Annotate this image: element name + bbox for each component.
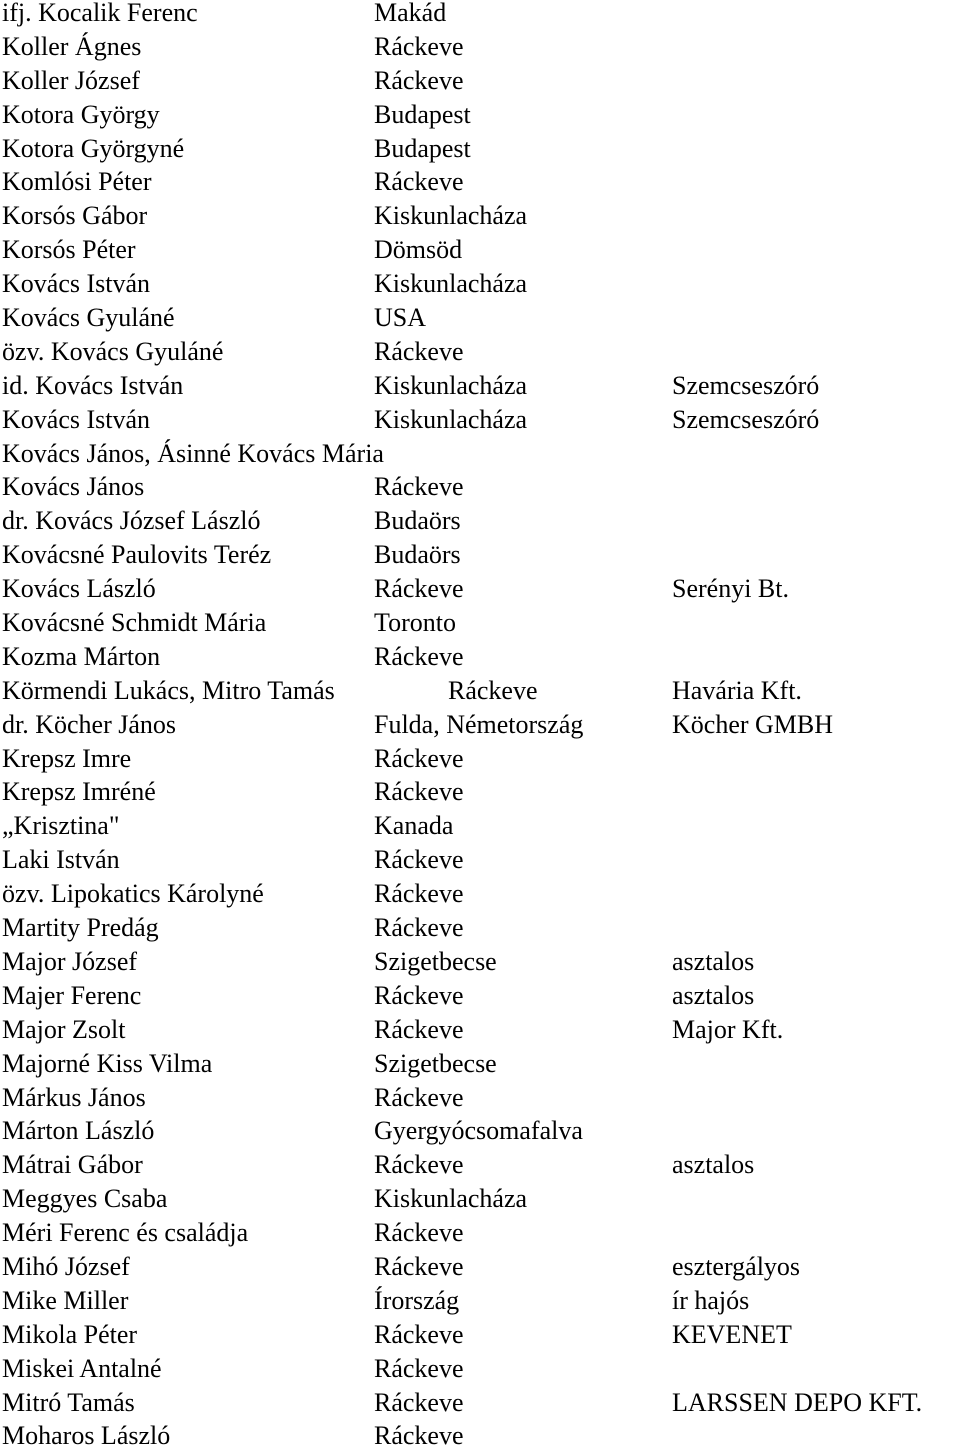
person-place: Kiskunlacháza [374, 269, 528, 299]
person-place: Ráckeve [374, 879, 464, 909]
person-name: Mike Miller [2, 1285, 129, 1315]
list-item [2, 335, 960, 369]
person-place: Ráckeve [374, 31, 464, 61]
person-place: Ráckeve [374, 1251, 464, 1281]
list-item [2, 538, 960, 572]
person-place: Ráckeve [374, 1082, 464, 1112]
person-place: Ráckeve [374, 472, 464, 502]
person-name: Kotora Györgyné [2, 133, 185, 163]
person-place: Budaörs [374, 506, 461, 536]
person-name: dr. Köcher János [2, 709, 177, 739]
list-item [2, 403, 960, 437]
list-item [2, 1148, 960, 1182]
person-note: Szemcseszóró [672, 404, 820, 434]
person-place: Ráckeve [374, 1218, 464, 1248]
person-name: ifj. Kocalik Ferenc [2, 0, 198, 27]
list-item [2, 233, 960, 267]
person-place: Kiskunlacháza [374, 370, 528, 400]
person-name: Kozma Márton [2, 641, 161, 671]
person-name: Mitró Tamás [2, 1387, 135, 1417]
list-item [2, 199, 960, 233]
list-item [2, 708, 960, 742]
list-item [2, 1386, 960, 1420]
person-place: Budapest [374, 99, 471, 129]
person-note: KEVENET [672, 1319, 792, 1349]
list-item [2, 165, 960, 199]
person-place: Ráckeve [374, 980, 464, 1010]
person-place: Ráckeve [374, 167, 464, 197]
person-name: dr. Kovács József László [2, 506, 261, 536]
person-place: Fulda, Németország [374, 709, 584, 739]
person-name: Laki István [2, 845, 120, 875]
person-name: Kotora György [2, 99, 160, 129]
list-item [2, 979, 960, 1013]
list-item [2, 470, 960, 504]
person-place: Szigetbecse [374, 946, 497, 976]
person-name: Körmendi Lukács, Mitro Tamás [2, 675, 335, 705]
person-place: Írország [374, 1285, 460, 1315]
list-item [2, 1114, 960, 1148]
list-item [2, 674, 960, 708]
person-note: asztalos [672, 980, 755, 1010]
person-place: Szigetbecse [374, 1048, 497, 1078]
person-place: Ráckeve [374, 641, 464, 671]
person-name: Martity Predág [2, 913, 159, 943]
person-name: Mihó József [2, 1251, 130, 1281]
list-item [2, 742, 960, 776]
person-name: Kovács László [2, 574, 156, 604]
person-place: Gyergyócsomafalva [374, 1116, 583, 1146]
person-place: Ráckeve [374, 1319, 464, 1349]
list-item [2, 504, 960, 538]
list-item [2, 945, 960, 979]
person-name: Moharos László [2, 1421, 171, 1451]
person-name: Kovács István [2, 269, 151, 299]
list-item [2, 132, 960, 166]
person-name: Komlósi Péter [2, 167, 152, 197]
list-item [2, 1047, 960, 1081]
person-name: Márton László [2, 1116, 155, 1146]
person-name: Krepsz Imre [2, 743, 132, 773]
person-place: Ráckeve [374, 1353, 464, 1383]
person-place: Ráckeve [374, 1014, 464, 1044]
person-note: Serényi Bt. [672, 574, 789, 604]
person-place: Kiskunlacháza [374, 201, 528, 231]
person-place: Ráckeve [374, 743, 464, 773]
list-item [2, 98, 960, 132]
person-place: Ráckeve [374, 777, 464, 807]
list-item [2, 437, 960, 471]
list-item [2, 843, 960, 877]
list-item [2, 1081, 960, 1115]
person-place: Ráckeve [374, 845, 464, 875]
list-item [2, 64, 960, 98]
person-place: Toronto [374, 608, 456, 638]
person-note: esztergályos [672, 1251, 801, 1281]
person-note: Major Kft. [672, 1014, 784, 1044]
person-name: Kovács János, Ásinné Kovács Mária [2, 438, 384, 468]
person-name: Kovácsné Paulovits Teréz [2, 540, 272, 570]
person-name: Mikola Péter [2, 1319, 138, 1349]
list-item [2, 775, 960, 809]
list-item [2, 877, 960, 911]
person-place: Budapest [374, 133, 471, 163]
person-note: ír hajós [672, 1285, 750, 1315]
person-note: asztalos [672, 946, 755, 976]
person-name: Kovácsné Schmidt Mária [2, 608, 267, 638]
person-name: Kovács János [2, 472, 145, 502]
person-place: Makád [374, 0, 447, 27]
list-item [2, 267, 960, 301]
list-item [2, 1182, 960, 1216]
person-note: Szemcseszóró [672, 370, 820, 400]
list-item [2, 30, 960, 64]
person-name: Mátrai Gábor [2, 1150, 143, 1180]
list-item [2, 911, 960, 945]
donor-list [2, 0, 960, 1453]
person-note: Havária Kft. [672, 675, 802, 705]
list-item [2, 1250, 960, 1284]
person-name: Koller Ágnes [2, 31, 142, 61]
person-place: Ráckeve [374, 1150, 464, 1180]
person-name: Major Zsolt [2, 1014, 126, 1044]
list-item [2, 1352, 960, 1386]
person-place: Ráckeve [374, 65, 464, 95]
person-place: Kiskunlacháza [374, 404, 528, 434]
person-place: USA [374, 303, 427, 333]
person-name: Korsós Péter [2, 235, 136, 265]
person-name: Méri Ferenc és családja [2, 1218, 249, 1248]
person-name: özv. Kovács Gyuláné [2, 336, 224, 366]
person-name: Kovács Gyuláné [2, 303, 175, 333]
list-item [2, 1216, 960, 1250]
person-name: Korsós Gábor [2, 201, 148, 231]
person-place: Ráckeve [374, 1387, 464, 1417]
list-item [2, 640, 960, 674]
person-place: Kiskunlacháza [374, 1184, 528, 1214]
person-name: Major József [2, 946, 138, 976]
list-item [2, 572, 960, 606]
list-item [2, 369, 960, 403]
list-item [2, 301, 960, 335]
person-place: Kanada [374, 811, 454, 841]
person-place: Ráckeve [448, 675, 538, 705]
person-name: Koller József [2, 65, 140, 95]
person-name: „Krisztina" [2, 811, 120, 841]
person-place: Budaörs [374, 540, 461, 570]
person-place: Ráckeve [374, 336, 464, 366]
list-item [2, 1013, 960, 1047]
person-note: Köcher GMBH [672, 709, 834, 739]
list-item [2, 606, 960, 640]
person-note: asztalos [672, 1150, 755, 1180]
person-name: Márkus János [2, 1082, 146, 1112]
person-name: id. Kovács István [2, 370, 184, 400]
person-place: Ráckeve [374, 1421, 464, 1451]
list-item [2, 1419, 960, 1453]
person-place: Dömsöd [374, 235, 463, 265]
person-name: Miskei Antalné [2, 1353, 162, 1383]
person-name: Kovács István [2, 404, 151, 434]
person-name: Meggyes Csaba [2, 1184, 168, 1214]
person-name: Majer Ferenc [2, 980, 142, 1010]
list-item [2, 1318, 960, 1352]
person-place: Ráckeve [374, 913, 464, 943]
person-name: Majorné Kiss Vilma [2, 1048, 213, 1078]
person-name: özv. Lipokatics Károlyné [2, 879, 264, 909]
person-place: Ráckeve [374, 574, 464, 604]
person-note: LARSSEN DEPO KFT. [672, 1387, 923, 1417]
list-item [2, 0, 960, 30]
list-item [2, 1284, 960, 1318]
person-name: Krepsz Imréné [2, 777, 156, 807]
list-item [2, 809, 960, 843]
